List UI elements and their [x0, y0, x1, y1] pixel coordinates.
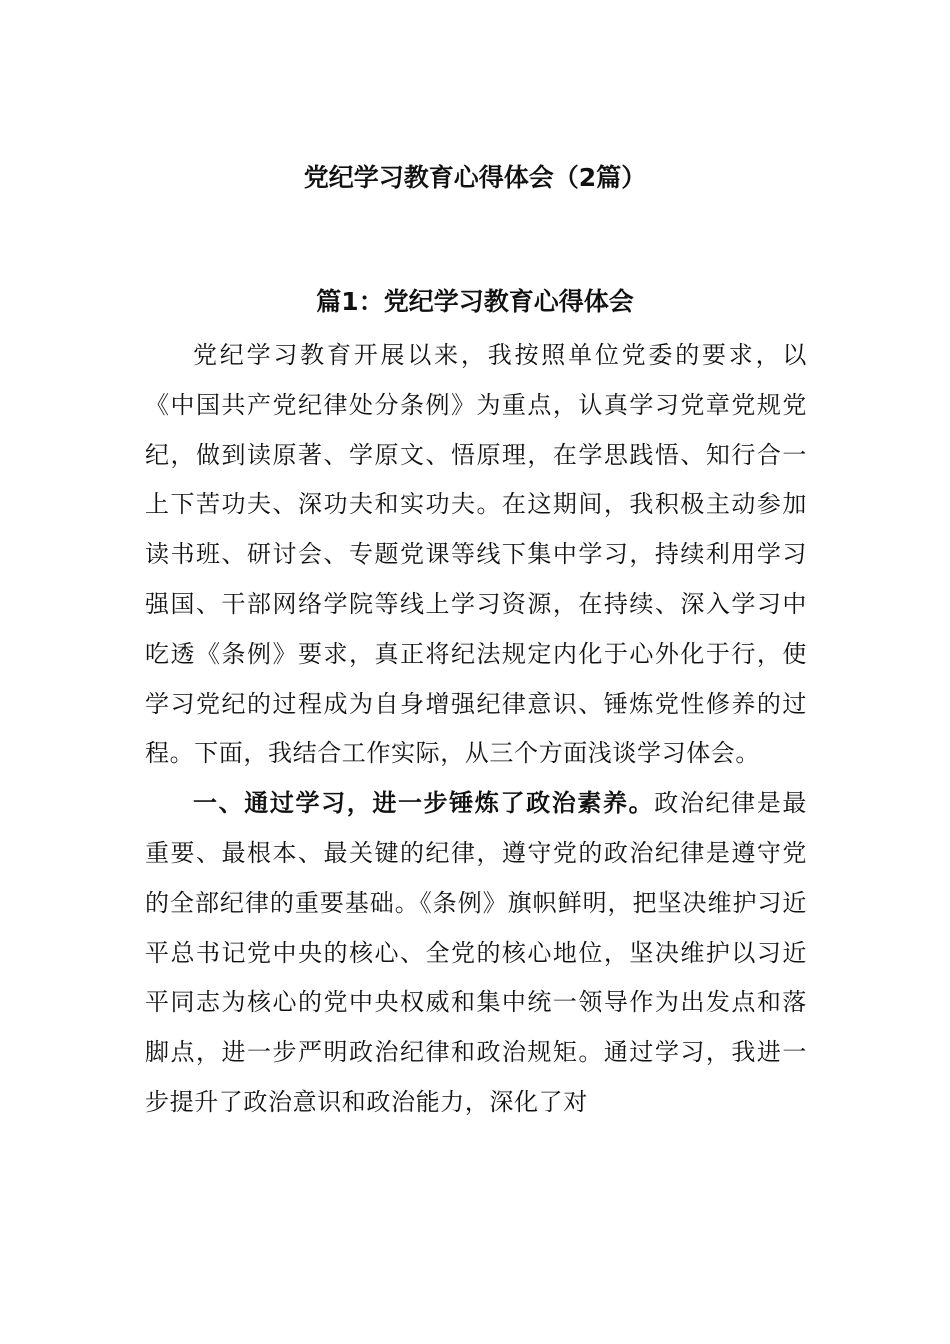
document-title: 党纪学习教育心得体会（2篇） [303, 163, 647, 192]
paragraph-point-one-body: 政治纪律是最重要、最根本、最关键的纪律，遵守党的政治纪律是遵守党的全部纪律的重要基础。《条例》旗帜鲜明，把坚决维护习近平总书记党中央的核心、全党的核心地位，坚决维护以习近平同志为核心的党中央权威和集中统一领导作为出发点和落脚点，进一步严明政治纪律和政治规矩。通过学习，我进一步提升了政治意识和政治能力，深化了对 [145, 789, 807, 1116]
paragraph-point-one-heading: 一、通过学习，进一步锤炼了政治素养。 [193, 789, 655, 818]
paragraph-point-one [145, 779, 807, 1128]
paragraph-intro: 党纪学习教育开展以来，我按照单位党委的要求，以《中国共产党纪律处分条例》为重点，认真学习党章党规党纪，做到读原著、学原文、悟原理，在学思践悟、知行合一上下苦功夫、深功夫和实功夫。在这期间，我积极主动参加读书班、研讨会、专题党课等线下集中学习，持续利用学习强国、干部网络学院等线上学习资源，在持续、深入学习中吃透《条例》要求，真正将纪法规定内化于心外化于行，使学习党纪的过程成为自身增强纪律意识、锤炼党性修养的过程。下面，我结合工作实际，从三个方面浅谈学习体会。 [145, 341, 807, 768]
section-title: 篇1：党纪学习教育心得体会 [316, 287, 634, 316]
document-body [145, 331, 807, 1128]
